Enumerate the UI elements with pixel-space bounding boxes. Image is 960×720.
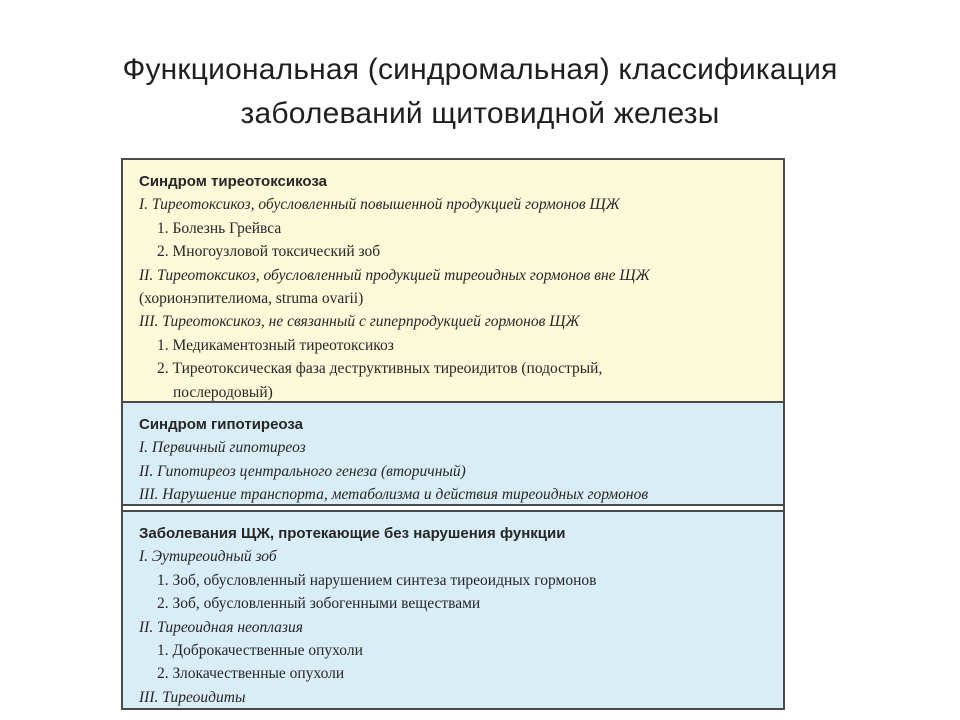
list-item: III. Тиреотоксикоз, не связанный с гиперпродукцией гормонов ЩЖ	[139, 313, 580, 331]
list-item: 2. Злокачественные опухоли	[157, 665, 345, 683]
list-item: III. Нарушение транспорта, метаболизма и действия тиреоидных гормонов	[139, 486, 649, 504]
section-heading: Синдром тиреотоксикоза	[139, 173, 327, 190]
list-item: 1. Доброкачественные опухоли	[157, 642, 363, 660]
section-hypothyroidism	[123, 403, 783, 506]
list-item: I. Эутиреоидный зоб	[139, 548, 277, 566]
section-heading: Синдром гипотиреоза	[139, 416, 303, 433]
list-item: 2. Многоузловой токсический зоб	[157, 243, 381, 261]
title-line-1: Функциональная (синдромальная) классификация	[122, 53, 838, 86]
list-item: послеродовый)	[173, 383, 273, 401]
list-item: (хорионэпителиома, struma ovarii)	[139, 290, 364, 308]
list-item: 1. Зоб, обусловленный нарушением синтеза тиреоидных гормонов	[157, 571, 597, 589]
list-item: 1. Медикаментозный тиреотоксикоз	[157, 336, 394, 354]
section-euthyroid-diseases	[123, 510, 783, 708]
list-item: 2. Зоб, обусловленный зобогенными веществами	[157, 595, 481, 613]
list-item: II. Тиреоидная неоплазия	[139, 618, 303, 636]
section-heading: Заболевания ЩЖ, протекающие без нарушения функции	[139, 525, 566, 542]
list-item: I. Тиреотоксикоз, обусловленный повышенной продукцией гормонов ЩЖ	[139, 196, 620, 214]
section-thyrotoxicosis	[123, 160, 783, 403]
list-item: 2. Тиреотоксическая фаза деструктивных тиреоидитов (подострый,	[157, 360, 603, 378]
list-item: II. Тиреотоксикоз, обусловленный продукцией тиреоидных гормонов вне ЩЖ	[139, 266, 650, 284]
slide-title	[40, 48, 920, 136]
list-item: I. Первичный гипотиреоз	[139, 439, 306, 457]
title-line-2: заболеваний щитовидной железы	[240, 97, 720, 130]
list-item: 1. Болезнь Грейвса	[157, 219, 282, 237]
classification-table	[121, 158, 785, 710]
list-item: III. Тиреоидиты	[139, 688, 246, 706]
list-item: II. Гипотиреоз центрального генеза (вторичный)	[139, 462, 466, 480]
